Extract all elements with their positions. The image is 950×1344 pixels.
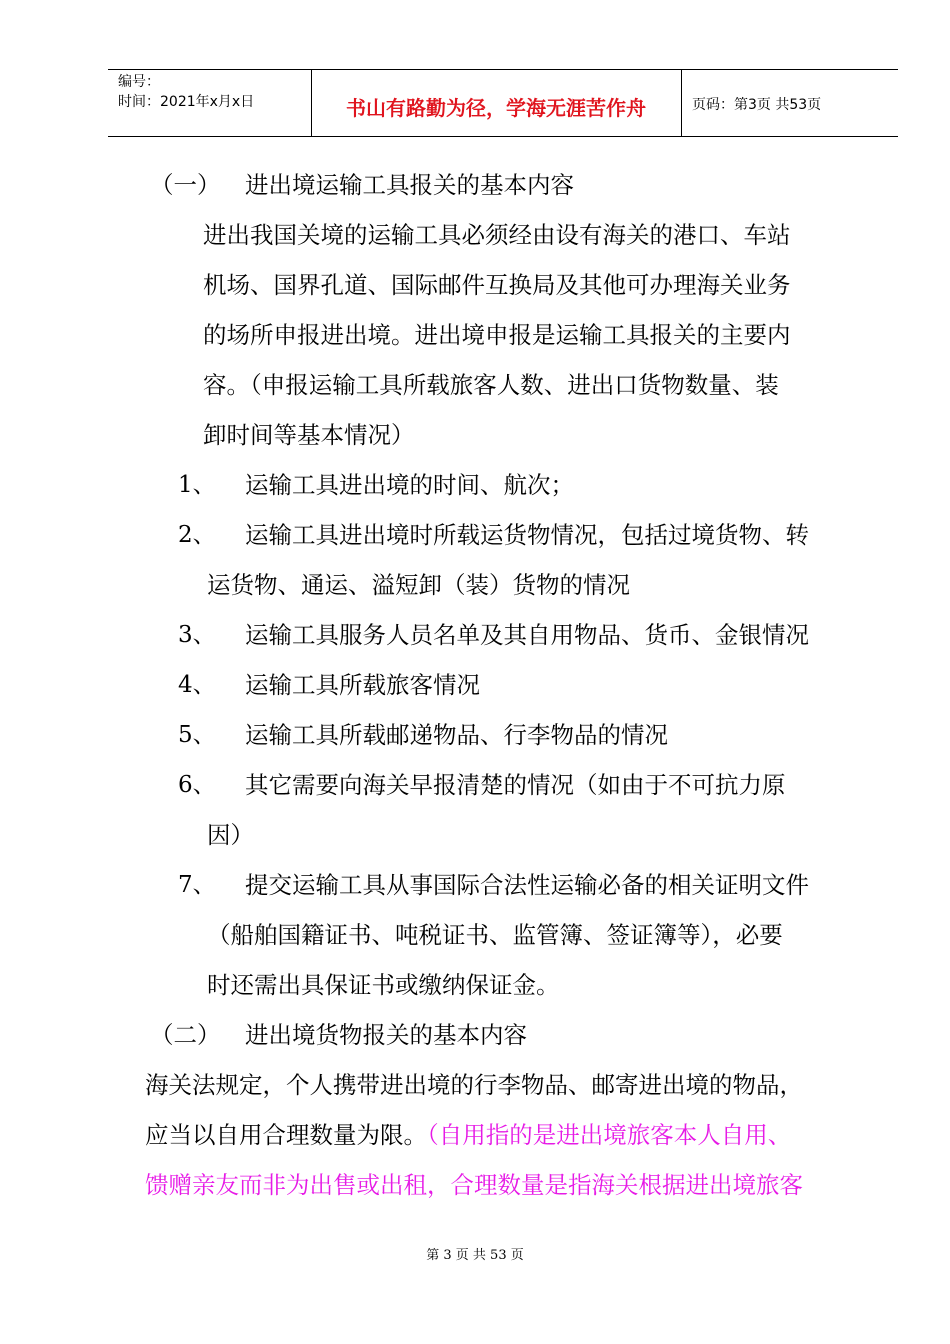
- section2-title: 进出境货物报关的基本内容: [245, 1021, 527, 1049]
- list-item-text: 因）: [207, 821, 254, 849]
- section1-title: 进出境运输工具报关的基本内容: [245, 171, 574, 199]
- list-item-number: 2、: [178, 522, 216, 548]
- paragraph-line: 进出我国关境的运输工具必须经由设有海关的港口、车站: [203, 221, 791, 249]
- section2-marker: （二）: [150, 1021, 221, 1049]
- list-item-text: （船舶国籍证书、吨税证书、监管簿、签证簿等），必要: [207, 921, 783, 949]
- time-label: 时间：2021年x月x日: [118, 94, 255, 110]
- list-item-number: 4、: [178, 672, 216, 698]
- list-item-text: 运输工具所载旅客情况: [245, 671, 480, 699]
- list-item-number: 1、: [178, 472, 216, 498]
- paragraph-text: 应当以自用合理数量为限。: [145, 1121, 427, 1149]
- list-item-text: 运输工具服务人员名单及其自用物品、货币、金银情况: [245, 621, 809, 649]
- header-meta: [118, 72, 254, 112]
- paragraph-note: 馈赠亲友而非为出售或出租，合理数量是指海关根据进出境旅客: [145, 1171, 803, 1199]
- page-footer: 第 3 页 共 53 页: [426, 1248, 524, 1263]
- list-item-text: 提交运输工具从事国际合法性运输必备的相关证明文件: [245, 871, 809, 899]
- header-divider: [681, 70, 682, 136]
- paragraph-line: 机场、国界孔道、国际邮件互换局及其他可办理海关业务: [203, 271, 791, 299]
- paragraph-line: 的场所申报进出境。进出境申报是运输工具报关的主要内: [203, 321, 791, 349]
- page-header: [108, 69, 898, 137]
- paragraph-line: [145, 1120, 791, 1150]
- paragraph-line: 海关法规定，个人携带进出境的行李物品、邮寄进出境的物品，: [145, 1071, 803, 1099]
- list-item-text: 运输工具进出境的时间、航次；: [245, 471, 574, 499]
- list-item-number: 7、: [178, 872, 216, 898]
- header-page-code: 页码：第3页 共53页: [692, 97, 822, 113]
- serial-label: 编号：: [118, 74, 160, 90]
- list-item-text: 运输工具所载邮递物品、行李物品的情况: [245, 721, 668, 749]
- list-item-text: 运输工具进出境时所载运货物情况，包括过境货物、转: [245, 521, 809, 549]
- list-item-number: 3、: [178, 622, 216, 648]
- paragraph-note: （自用指的是进出境旅客本人自用、: [427, 1121, 792, 1149]
- section1-marker: （一）: [150, 171, 221, 199]
- paragraph-line: 卸时间等基本情况）: [203, 421, 415, 449]
- list-item-number: 6、: [178, 772, 216, 798]
- list-item-text: 运货物、通运、溢短卸（装）货物的情况: [207, 571, 630, 599]
- list-item-number: 5、: [178, 722, 216, 748]
- list-item-text: 时还需出具保证书或缴纳保证金。: [207, 971, 560, 999]
- paragraph-line: 容。（申报运输工具所载旅客人数、进出口货物数量、装: [203, 371, 779, 399]
- header-motto: 书山有路勤为径，学海无涯苦作舟: [346, 96, 646, 120]
- list-item-text: 其它需要向海关早报清楚的情况（如由于不可抗力原: [245, 771, 786, 799]
